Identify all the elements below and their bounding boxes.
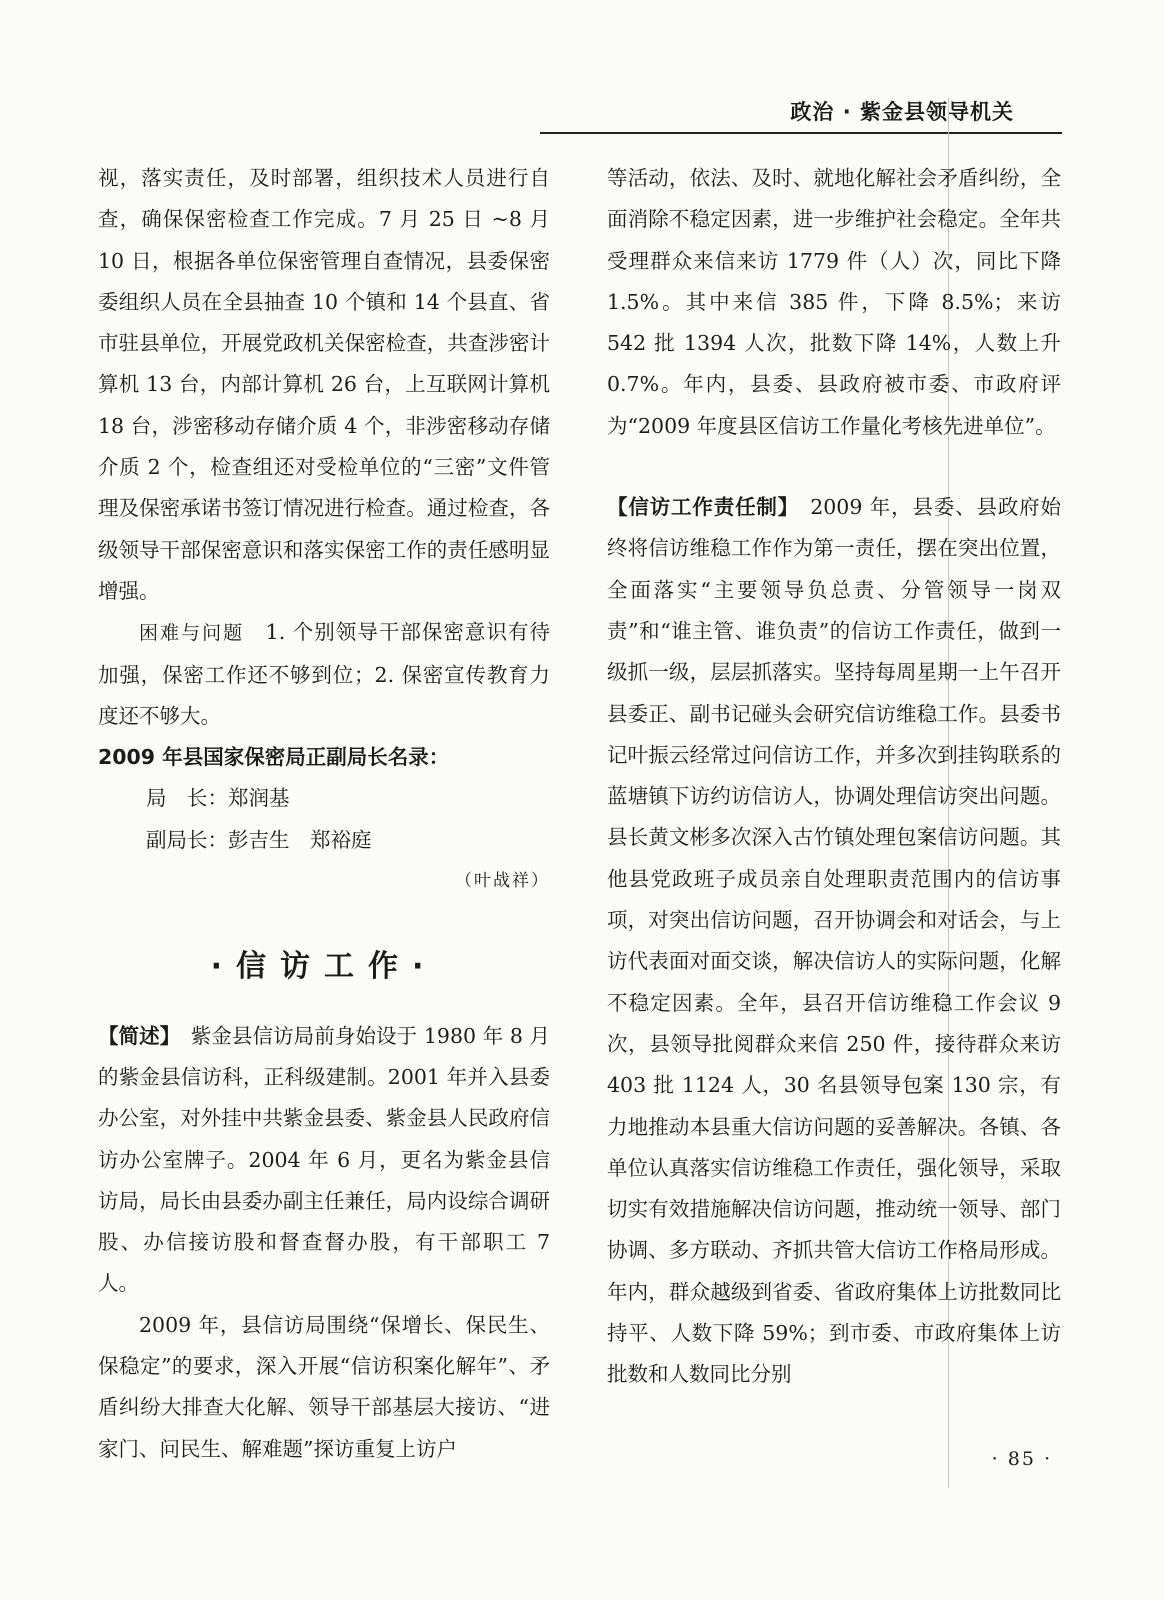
- body-paragraph-2009: 2009 年，县信访局围绕“保增长、保民生、保稳定”的要求，深入开展“信访积案化解年”、矛盾纠纷大排查大化解、领导干部基层大接访、“进家门、问民生、解难题”探访重复上访户: [98, 1312, 550, 1461]
- responsibility-text: 2009 年，县委、县政府始终将信访维稳工作作为第一责任，摆在突出位置，全面落实“主要领导负总责、分管领导一岗双责”和“谁主管、谁负责”的信访工作责任，做到一级抓一级，层层抓落实。坚持每周星期一上午召开县委正、副书记碰头会研究信访维稳工作。县委书记叶振云经常过问信访工作，并多次到挂钩联系的蓝塘镇下访约访信访人，协调处理信访突出问题。县长黄文彬多次深入古竹镇处理包案信访问题。其他县党政班子成员亲自处理职责范围内的信访事项，对突出信访问题，召开协调会和对话会，与上访代表面对面交谈，解决信访人的实际问题，化解不稳定因素。全年，县召开信访维稳工作会议 9 次，县领导批阅群众来信 250 件，接待群众来访 403 批 1124 人，30 名县领导包案 130 宗，有力地推动本县重大信访问题的妥善解决。各镇、各单位认真落实信访维稳工作责任，强化领导，采取切实有效措施解决信访问题，推动统一领导、部门协调、多方联动、齐抓共管大信访工作格局形成。年内，群众越级到省委、省政府集体上访批数同比持平、人数下降 59%；到市委、市政府集体上访批数和人数同比分别: [607, 495, 1062, 1387]
- right-column: [607, 158, 1061, 1396]
- left-column: [98, 158, 550, 1470]
- roster-heading: 2009 年县国家保密局正副局长名录：: [98, 745, 450, 770]
- problems-label: 困难与问题: [139, 622, 245, 645]
- page-number: · 85 ·: [991, 1448, 1052, 1470]
- overview-paragraph: [98, 1016, 550, 1305]
- responsibility-paragraph: [607, 487, 1061, 1396]
- problems-text: 1. 个别领导干部保密意识有待加强，保密工作还不够到位；2. 保密宣传教育力度还不够大。: [98, 620, 551, 728]
- overview-label: 【简述】: [98, 1023, 171, 1048]
- running-header: 政治 · 紫金县领导机关: [790, 100, 1014, 124]
- section-heading: ·信访工作·: [210, 949, 438, 985]
- author-credit: （叶战祥）: [455, 871, 550, 892]
- body-paragraph: 视，落实责任，及时部署，组织技术人员进行自查，确保保密检查工作完成。7 月 25 日 ~8 月 10 日，根据各单位保密管理自查情况，县委保密委组织人员在全县抽查 10 个镇和 14 个县直、省市驻县单位，开展党政机关保密检查，共查涉密计算机 13 台，内部计算机 26 台，上互联网计算机 18 台，涉密移动存储介质 4 个，非涉密移动存储介质 2 个，检查组还对受检单位的“三密”文件管理及保密承诺书签订情况进行检查。通过检查，各级领导干部保密意识和落实保密工作的责任感明显增强。: [98, 166, 550, 603]
- continued-paragraph: 等活动，依法、及时、就地化解社会矛盾纠纷，全面消除不稳定因素，进一步维护社会稳定。全年共受理群众来信来访 1779 件（人）次，同比下降 1.5%。其中来信 385 件，下降 8.5%；来访 542 批 1394 人次，批数下降 14%，人数上升 0.7%。年内，县委、县政府被市委、市政府评为“2009 年度县区信访工作量化考核先进单位”。: [607, 166, 1061, 438]
- responsibility-label: 【信访工作责任制】: [607, 495, 789, 520]
- overview-text: 紫金县信访局前身始设于 1980 年 8 月的紫金县信访科，正科级建制。2001 年并入县委办公室，对外挂中共紫金县委、紫金县人民政府信访办公室牌子。2004 年 6 月，更名为紫金县信访局，局长由县委办副主任兼任，局内设综合调研股、办信接访股和督查督办股，有干部职工 7 人。: [98, 1023, 550, 1296]
- problems-paragraph: [98, 612, 550, 737]
- header-rule: [540, 132, 1062, 134]
- paragraph-gap: [607, 447, 1061, 487]
- roster-deputy-directors: 副局长：彭吉生 郑裕庭: [146, 827, 372, 852]
- roster-director: 局 长：郑润基: [146, 786, 290, 811]
